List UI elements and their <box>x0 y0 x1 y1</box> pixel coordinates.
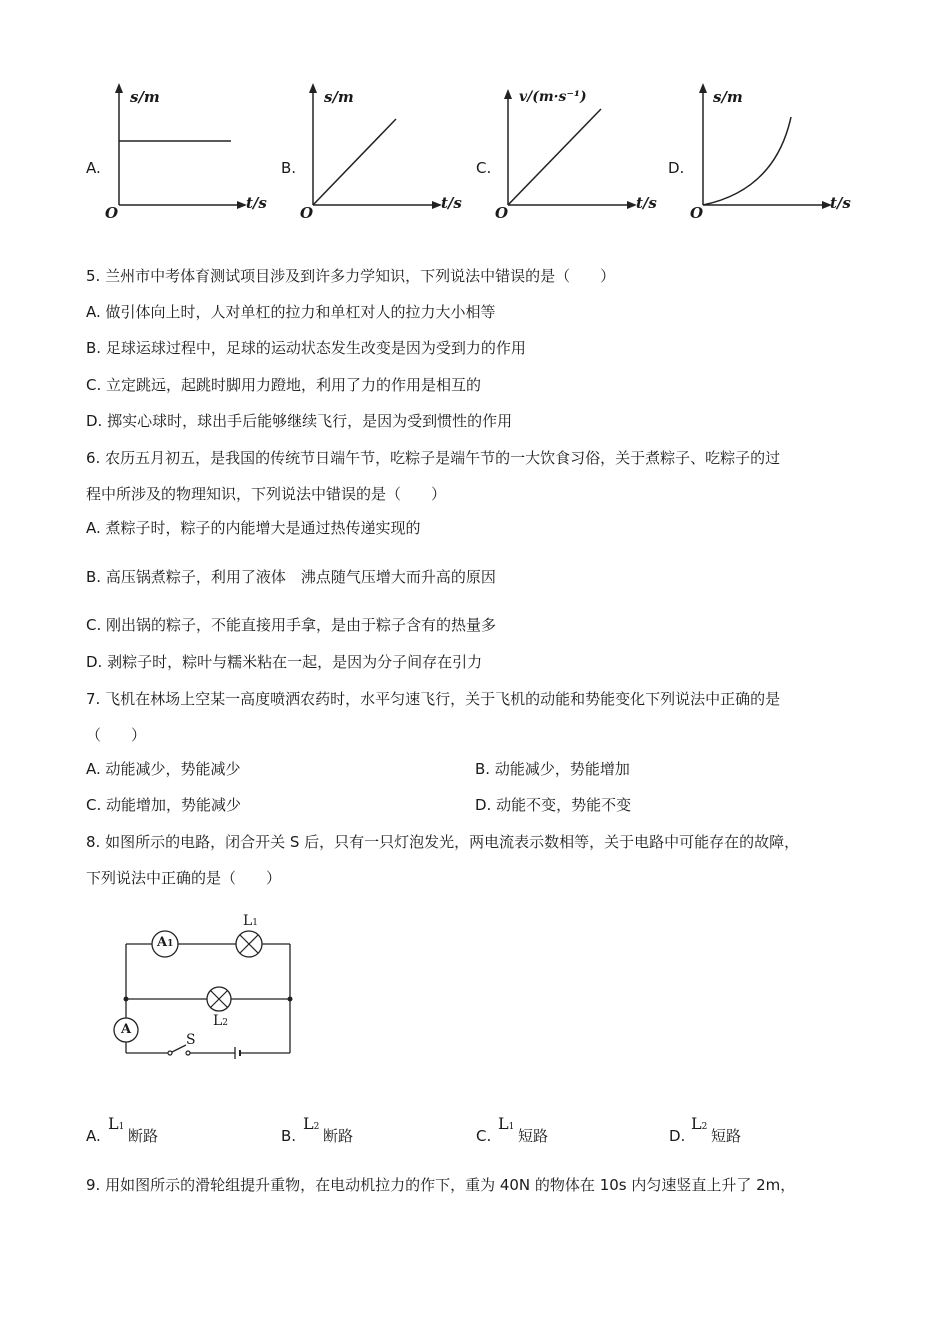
graph-a-ylabel: s/m <box>130 88 160 106</box>
q7-stem-line2: （ ） <box>86 726 147 744</box>
q6-option-c[interactable]: C. 刚出锅的粽子，不能直接用手拿，是由于粽子含有的热量多 <box>86 616 497 634</box>
graph-a-xlabel: t/s <box>246 194 267 212</box>
q8-stem-line1: 8. 如图所示的电路，闭合开关 S 后，只有一只灯泡发光，两电流表示数相等，关于电路中可能存在的故障， <box>86 833 800 851</box>
q9-stem: 9. 用如图所示的滑轮组提升重物，在电动机拉力的作下，重为 40N 的物体在 10s 内匀速竖直上升了 2m， <box>86 1176 796 1194</box>
graph-options-row <box>0 75 950 235</box>
circuit-wires <box>100 910 310 1070</box>
switch-s-label: S <box>186 1032 196 1048</box>
q7-stem-line1: 7. 飞机在林场上空某一高度喷洒农药时，水平匀速飞行，关于飞机的动能和势能变化下列说法中正确的是 <box>86 690 781 708</box>
graph-d-option-label: D. <box>668 159 685 177</box>
graph-c-origin: O <box>495 204 509 222</box>
graph-d-ylabel: s/m <box>713 88 743 106</box>
q5-option-d[interactable]: D. 掷实心球时，球出手后能够继续飞行，是因为受到惯性的作用 <box>86 412 513 430</box>
graph-b-option-label: B. <box>281 159 297 177</box>
lamp-l2-label: L2 <box>213 1013 229 1029</box>
graph-d-origin: O <box>690 204 704 222</box>
graph-c-option-label: C. <box>476 159 492 177</box>
q7-option-d[interactable]: D. 动能不变，势能不变 <box>475 796 632 814</box>
graph-c-ylabel: v/(m·s⁻¹) <box>519 89 587 105</box>
graph-d-xlabel: t/s <box>830 194 851 212</box>
q6-stem-line2: 程中所涉及的物理知识，下列说法中错误的是（ ） <box>86 485 447 503</box>
graph-b-xlabel: t/s <box>441 194 462 212</box>
q6-stem-line1: 6. 农历五月初五，是我国的传统节日端午节，吃粽子是端午节的一大饮食习俗，关于煮粽子、吃粽子的过 <box>86 449 781 467</box>
ammeter-a1-label: A1 <box>157 935 174 950</box>
q5-option-a[interactable]: A. 做引体向上时，人对单杠的拉力和单杠对人的拉力大小相等 <box>86 303 496 321</box>
q5-stem: 5. 兰州市中考体育测试项目涉及到许多力学知识，下列说法中错误的是（ ） <box>86 267 616 285</box>
q7-option-c[interactable]: C. 动能增加，势能减少 <box>86 796 242 814</box>
q5-option-c[interactable]: C. 立定跳远，起跳时脚用力蹬地，利用了力的作用是相互的 <box>86 376 482 394</box>
ammeter-a-label: A <box>121 1022 132 1037</box>
graph-b-ylabel: s/m <box>324 88 354 106</box>
q5-option-b[interactable]: B. 足球运球过程中，足球的运动状态发生改变是因为受到力的作用 <box>86 339 526 357</box>
q6-option-b[interactable]: B. 高压锅煮粽子，利用了液体 沸点随气压增大而升高的原因 <box>86 568 496 586</box>
graph-b-origin: O <box>300 204 314 222</box>
q7-option-a[interactable]: A. 动能减少，势能减少 <box>86 760 241 778</box>
graph-a-option-label: A. <box>86 159 101 177</box>
circuit-diagram <box>100 910 310 1070</box>
q8-stem-line2: 下列说法中正确的是（ ） <box>86 869 282 887</box>
q6-option-d[interactable]: D. 剥粽子时，粽叶与糯米粘在一起，是因为分子间存在引力 <box>86 653 483 671</box>
lamp-l1-label: L1 <box>243 913 259 929</box>
graph-c-xlabel: t/s <box>636 194 657 212</box>
q6-option-a[interactable]: A. 煮粽子时，粽子的内能增大是通过热传递实现的 <box>86 519 421 537</box>
graph-a-origin: O <box>105 204 119 222</box>
q7-option-b[interactable]: B. 动能减少，势能增加 <box>475 760 630 778</box>
